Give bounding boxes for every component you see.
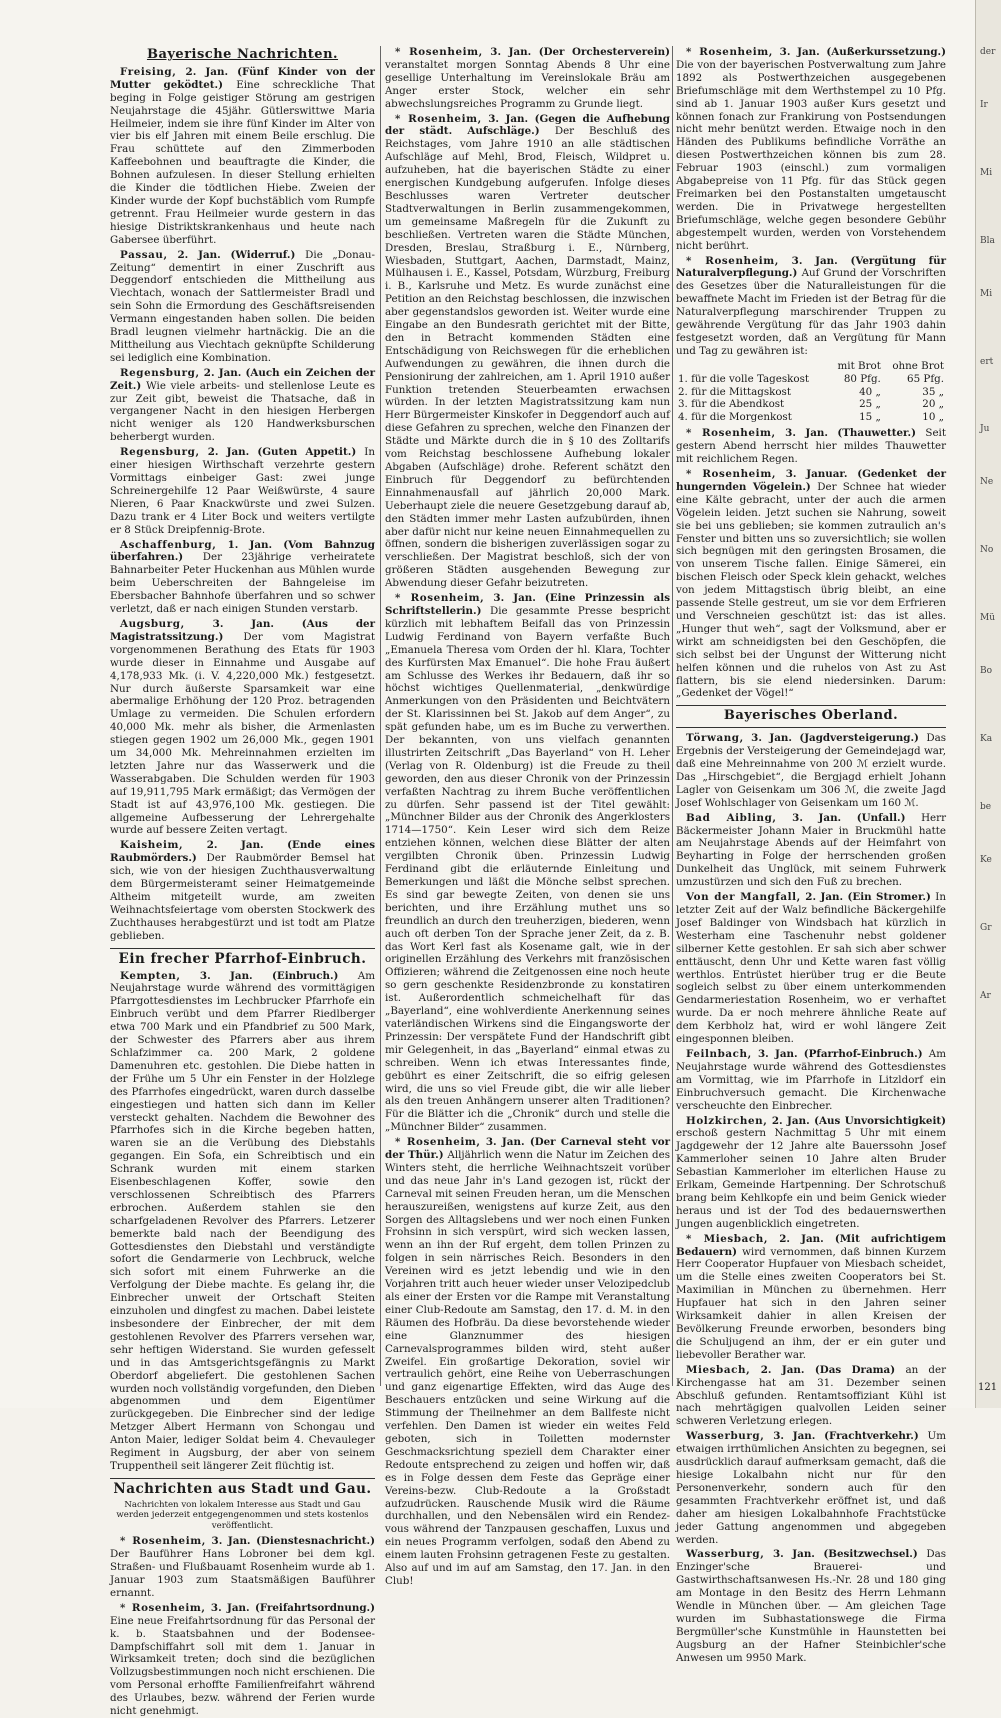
table-cell: 25 „ xyxy=(859,398,881,411)
column-3 xyxy=(676,46,947,1664)
article-heading: 2. Jan. (Mit aufrichtigem Bedauern) xyxy=(676,1232,946,1258)
article xyxy=(676,1048,946,1113)
article-text: In einer hiesigen Wirthschaft verzehrte gestern Vormittags einbeiger Gast: zwei junge Schreinergehilfe 12 Paar Weißwürste, 4 saure Nieren, 6 Paar Knackwürste und zwei Sulzen. Dazu trank er 4 Liter Bock und weiters vertilgte er 8 Stück Dreipfennig-Brote. xyxy=(110,446,375,536)
article-list xyxy=(676,46,946,358)
article xyxy=(676,1430,946,1546)
table-header: mit Brot xyxy=(837,359,881,372)
article-text: Das Ergebnis der Versteigerung der Gemeindejagd war, daß eine Mehreinnahme von 200 ℳ erzielt wurde. Das „Hirschgebiet“, die Bergjagd erhielt Johann Lagler von Geisenkam um 306 ℳ, die zweite Jagd Josef Wohlschlager von Geisenkam um 160 ℳ. xyxy=(676,732,946,809)
edge-fragment: Bo xyxy=(980,666,993,677)
article-place: Bad Aibling, xyxy=(686,811,777,824)
article-heading: 3. Jan. (Eine Prinzessin als Schriftstellerin.) xyxy=(385,592,671,617)
article-heading: 3. Jan. (Besitzwechsel.) xyxy=(764,1548,927,1561)
article-place: * Rosenheim, xyxy=(686,468,777,480)
article-heading: 1. Jan. (Vom Bahnzug überfahren.) xyxy=(110,538,375,564)
article xyxy=(676,468,946,700)
article-text: Der vom Magistrat vorgenommenen Berathung des Etats für 1903 wurde dieser in Einnahme und Ausgabe auf 4,178,933 Mk. (i. V. 4,220,000 Mk.) festgesetzt. Nur durch äußerste Sparsamkeit war eine abermalige Erhöhung der 120 Proz. betragenden Umlage zu vermeiden. Die Schulen erfordern 40,000 Mk. mehr als bisher, die Armenlasten stiegen gegen 1902 um 26,000 Mk., gegen 1901 um 34,000 Mk. Mehreinnahmen erzielten im letzten Jahre nur das Wasserwerk und die Wasserabgaben. Die Schulden werden für 1903 auf 19,911,795 Mark ermäßigt; das Vermögen der Stadt ist auf 43,976,100 Mk. gestiegen. Die allgemeine Aufbesserung der Lehrergehalte wurde auf bessere Zeiten vertagt. xyxy=(110,630,375,837)
edge-fragment: Mü xyxy=(980,613,996,624)
article xyxy=(385,1136,670,1588)
article-text: veranstaltet morgen Sonntag Abends 8 Uhr eine gesellige Unterhaltung im Vereinslokale Bräu am Anger erster Stock, welcher ein sehr abwechslungsreiches Programm zu Grunde liegt. xyxy=(385,58,670,110)
article-place: * Miesbach, xyxy=(686,1232,769,1245)
article xyxy=(676,1364,946,1429)
article-text: Die von der bayerischen Postverwaltung zum Jahre 1892 als Postwerthzeichen ausgegebenen Briefumschläge mit dem Werthstempel zu 10 Pfg. sind ab 1. Januar 1903 außer Kurs gesetzt und können fonach zur Frankirung von Postsendungen nicht mehr benützt werden. Etwaige noch in den Händen des Publikums befindliche Vorräthe an diesen Postwerthzeichen können bis zum 28. Februar 1903 (einschl.) zum vormaligen Abgabepreise von 11 Pfg. für das Stück gegen Freimarken bei den Postanstalten umgetauscht werden. Die in Privatwege hergestellten Briefumschläge, welche gegen besondere Gebühr abgestempelt wurden, werden von Vorstehendem nicht berührt. xyxy=(676,58,946,252)
edge-fragment: ert xyxy=(980,356,994,367)
article-list xyxy=(110,66,375,943)
article xyxy=(676,1548,946,1664)
article-text: Am Neujahrstage wurde während des vormittägigen Pfarrgottesdienstes im Lechbrucker Pfarrhofe ein Einbruch verübt und dem Pfarrer Riedlberger etwa 700 Mark und ein Pfandbrief zu 500 Mark, der Schwester des Pfarrers aber aus ihrem Schlafzimmer ca. 200 Mark, 2 goldene Damenuhren etc. gestohlen. Die Diebe hatten in der Frühe um 5 Uhr ein Fenster in der Holzlege des Pfarrhofes eingedrückt, waren durch dasselbe eingestiegen und hatten sich dann im Keller versteckt gehalten. Nachdem die Bewohner des Pfarrhofes sich in die Kirche begeben hatten, waren sie an die Verübung des Diebstahls gegangen. Ein Sofa, ein Schreibtisch und ein Schrank wurden mit einem starken Eisenbeschlagenen Koffer, sowie den verschlossenen Schreibtisch des Pfarrers erbrochen. Außerdem stahlen sie den scharfgeladenen Revolver des Pfarrers. Letzerer bemerkte bald nach der Beendigung des Gottesdienstes den Diebstahl und verständigte sofort die Gendarmerie von Lechbruck, welche sich sofort mit einem Fuhrwerke an die Verfolgung der Diebe machte. Es gelang ihr, die Einbrecher unweit der Ortschaft Steiten einzuholen und dingfest zu machen. Dabei leistete insbesondere der Einbrecher, der mit dem gestohlenen Revolver des Pfarrers versehen war, sehr heftigen Widerstand. Sie wurden gefesselt und in das Amtsgerichtsgefängnis zu Markt Oberdorf abgeliefert. Die gestohlenen Sachen wurden noch vollständig vorgefunden, den Dieben abgenommen und dem Eigentümer zurückgegeben. Die Einbrecher sind der ledige Metzger Albert Hermann von Schongau und Anton Maier, lediger Soldat beim 4. Chevauleger Regiment in Augsburg, der aber von seinem Truppentheil seit längerer Zeit flüchtig ist. xyxy=(110,969,375,1472)
article-text: Die „Donau-Zeitung“ dementirt in einer Zuschrift aus Deggendorf entschieden die Mittheilung aus Viechtach, wonach der Sattlermeister Bradl und sein Sohn die Ermordung des Geschäftsreisenden Vermann eingestanden haben sollen. Die beiden Bradl leugnen vielmehr hartnäckig. Die an die Mittheilung aus Viechtach geknüpfte Schilderung sei lediglich eine Kombination. xyxy=(110,248,375,364)
article-text: Wie viele arbeits- und stellenlose Leute es zur Zeit gibt, beweist die Thatsache, daß in vergangener Nacht in den hiesigen Herbergen nicht weniger als 120 Handwerksburschen beherbergt wurden. xyxy=(110,379,375,444)
article-text: In letzter Zeit auf der Walz befindliche Bäckergehilfe Josef Baldinger von Windsbach hat kürzlich in Westerham eine Taschenuhr nebst goldener silberner Kette gestohlen. Er sah sich aber schwer enttäuscht, denn Uhr und Kette waren fast völlig werthlos. Entrüstet hierüber trug er die Beute sogleich selbst zu über einem unterkommenden Gendarmeriestation Rosenheim, wo er verhaftet wurde. Da er noch mehrere ähnliche Reate auf dem Kerbholz hat, wird er wohl längere Zeit eingesponnen bleiben. xyxy=(676,891,946,1046)
article-heading: 3. Jan. (Einbruch.) xyxy=(180,969,358,982)
table-cell: 20 „ xyxy=(922,398,944,411)
article-heading: 3. Jan. (Jagdversteigerung.) xyxy=(743,732,927,745)
edge-fragment: Ka xyxy=(980,733,993,744)
table-cell: 15 „ xyxy=(859,411,881,424)
section-title: Ein frecher Pfarrhof-Einbruch. xyxy=(118,950,367,967)
article-text: an der Kirchengasse hat am 31. Dezember seinen Abschluß gefunden. Rentamtsoffiziant Kühl ist nach mehrtägigen qualvollen Leiden seiner schweren Verletzung erlegen. xyxy=(676,1363,946,1428)
article-heading: 2. Jan. (Fünf Kinder von der Mutter geködtet.) xyxy=(110,65,375,91)
article-heading: 2. Jan. (Ein Stromer.) xyxy=(800,891,936,904)
article-place: * Rosenheim, xyxy=(686,427,776,440)
article xyxy=(676,1233,946,1362)
article-text: Um etwaigen irrthümlichen Ansichten zu begegnen, sei ausdrücklich darauf aufmerksam gemacht, daß die hiesige Lokalbahn nicht nur für den Personenverkehr, sondern auch für den gesammten Frachtverkehr eröffnet ist, und daß daher am hiesigen Lokalbahnhofe Frachtstücke jeder Gattung angenommen und abgegeben werden. xyxy=(676,1430,946,1546)
article-text: Eine neue Freifahrtsordnung für das Personal der k. b. Staatsbahnen und der Bodensee-Dampfschiffahrt soll mit dem 1. Januar in Wirksamkeit treten; doch sind die bezüglichen Vollzugsbestimmungen noch nicht erschienen. Die vom Personal erhoffte Familienfreifahrt während des Urlaubes, bezw. während der Ferien wurde nicht genehmigt. xyxy=(110,1614,375,1718)
article xyxy=(110,249,375,365)
article xyxy=(676,732,946,809)
article-text: erschoß gestern Nachmittag 5 Uhr mit einem Jagdgewehr der 12 Jahre alte Bauerssohn Josef Kammerloher seinen 10 Jahre alten Bruder Sebastian Kammerloher im elterlichen Hause zu Erlkam, Gemeinde Hartpenning. Der Schrotschuß brang beim Kehlkopfe ein und beim Genick wieder heraus und ist der Tod des bedauernswerthen Jungen augenblicklich eingetreten. xyxy=(676,1127,946,1230)
article xyxy=(676,1115,946,1231)
table-row xyxy=(676,373,946,386)
article-text: Der Bauführer Hans Lobroner bei dem kgl. Straßen- und Flußbauamt Rosenheim wurde ab 1. Januar 1903 zum Staatsmäßigen Bauführer ernannt. xyxy=(110,1548,375,1599)
article-heading: 3. Jan. (Außerkurssetzung.) xyxy=(772,46,946,58)
edge-fragment: No xyxy=(980,545,994,556)
article-place: * Rosenheim, xyxy=(395,592,485,605)
article-text: Die gesammte Presse bespricht kürzlich mit lebhaftem Beifall das von Prinzessin Ludwig Ferdinand von Bayern verfaßte Buch „Emanuela Theresa vom Orden der hl. Klara, Tochter des Kurfürsten Max Emanuel“. Die hohe Frau äußert am Schlusse des Werkes ihr Bedauern, daß ihr so höchst wichtiges Quellenmaterial, „denkwürdige Anmerkungen von den Präsidenten und Beichtvätern der St. Klarissinnen bei St. Jakob auf dem Anger“, zu spät gefunden habe, um es im Buche zu verwerthen. Der bekannten, von uns vielfach genannten illustrirten Zeitschrift „Das Bayerland“ von H. Leher (Verlag von R. Oldenburg) ist die Freude zu theil geworden, den aus dieser Chronik von der Prinzessin verfaßten Nachtrag zu ihrem Buche veröffentlichen zu dürfen. Sehr passend ist der Titel gewählt: „Münchner Bilder aus der Chronik des Angerklosters 1714—1750“. Kein Leser wird sich dem Reize entziehen können, welchen diese Blätter der alten vergilbten Chronik üben. Prinzessin Ludwig Ferdinand gibt die erläuternde Einleitung und Bemerkungen und läßt die Mönche selbst sprechen. Es sind gar bewegte Zeiten, von denen sie uns berichten, und ihre Erzählung muthet uns so freundlich an durch den treuherzigen, biederen, wenn auch oft derben Ton der Sprache jener Zeit, da z. B. das Wort Kerl fast als Kosename galt, wie in der originellen Erzählung des Verkehrs mit französischen Offizieren; während die Zeitgenossen eine noch heute so gern geschenkte Residenzbronde zu konstatiren ist. Außerordentlich schmeichelhaft für das „Bayerland“, eine wohlverdiente Anerkennung seines vaterländischen Wirkens sind die Eingangsworte der Prinzessin: Der verspätete Fund der Handschrift gibt mir Gelegenheit, in das „Bayerland“ einmal etwas zu schreiben. Wenn ich etwas Interessantes finde, gebührt es einer Zeitschrift, die so eifrig gelesen wird, die uns so viel Freude gibt, die wir alle lieber als den treuen Anhängern unserer alten Traditionen? Für die Blätter ich die „Chronik“ durch und stelle die „Münchner Bilder“ zusammen. xyxy=(385,604,670,1134)
article-place: Regensburg, xyxy=(120,366,200,379)
article xyxy=(676,891,946,1046)
article-text: Das Enzinger'sche Brauerei- und Gastwirthschaftsanwesen Hs.-Nr. 28 und 180 ging am Montage in den Besitz des Herrn Lehmann Wendle in München über. — Am gleichen Tage wurden im Subhastationswege die Firma Bergmüller'sche Kunstmühle in Haunstetten bei Augsburg an der Hafner Steinbichler'sche Anwesen um 9950 Mark. xyxy=(676,1548,946,1664)
article-heading: 2. Jan. (Widerruf.) xyxy=(167,248,306,261)
article-list xyxy=(676,732,946,1664)
table-row xyxy=(676,411,946,424)
article xyxy=(110,1602,375,1718)
article-place: Freising, xyxy=(120,65,177,78)
article-place: Von der Mangfall, xyxy=(686,891,801,904)
article-text: Der Raubmörder Bemsel hat sich, wie von der hiesigen Zuchthausverwaltung dem Bürgermeisteramt seiner Heimatgemeinde Altheim mitgeteilt wurde, am zweiten Weihnachtsfeiertage vom obersten Stockwerk des Zuchthauses herabgestürzt und ist todt am Platze geblieben. xyxy=(110,852,375,942)
article xyxy=(110,618,375,837)
divider xyxy=(676,705,946,706)
article-place: Kaisheim, xyxy=(120,839,184,852)
article-place: Miesbach, xyxy=(686,1363,751,1376)
table-cell: 65 Pfg. xyxy=(907,372,944,385)
table-row xyxy=(676,398,946,411)
article-text: Der Schnee hat wieder eine Kälte gebracht, unter der auch die armen Vögelein leiden. Jetzt suchen sie Nahrung, soweit sie bei uns geblieben; sie kommen zutraulich an's Fenster und bitten uns so zuversichtlich; sie wollen sich begnügen mit den geringsten Brosamen, die von unserem Tische fallen. Einige Sämerei, ein bischen Fleisch oder Speck klein gehackt, welches von jedem Mittagstisch übrig bleibt, an eine passende Stelle gestreut, um sie vor dem Erfrieren und Verschneien geschützt ist: das ist alles. „Hunger thut weh“, sagt der Volksmund, aber er wirkt am schneidigsten bei den Geschöpfen, die sich selbst bei der Ungunst der Witterung nicht helfen können und die ruhelos von Ast zu Ast flattern, bis sie elend niedersinken. Darum: „Gedenket der Vögel!“ xyxy=(676,480,946,700)
table-header: ohne Brot xyxy=(892,359,944,372)
article-text: Der Beschluß des Reichstages, vom Jahre 1910 an alle städtischen Aufschläge auf Mehl, Brod, Fleisch, Wildpret u. aufzuheben, hat die bayerischen Städte zu einer energischen Kundgebung aufgerufen. Infolge dieses Beschlusses waren Vertreter deutscher Stadtverwaltungen in Berlin zusammengekommen, um gemeinsame Maßregeln für die Zukunft zu beschließen. Vertreten waren die Städte München, Dresden, Breslau, Straßburg i. E., Nürnberg, Wiesbaden, Stuttgart, Aachen, Darmstadt, Mainz, Mülhausen i. E., Kassel, Potsdam, Würzburg, Freiburg i. B., Karlsruhe und Metz. Es wurde zunächst eine Petition an den Reichstag beschlossen, die inzwischen aber gegenstandslos geworden ist. Weiter wurde eine Eingabe an den Bundesrath gerichtet mit der Bitte, den in Betracht kommenden Städten eine Entschädigung von Reichswegen für die erheblichen Aufwendungen zu gewähren, die ihnen durch die Pensionirung der zahlreichen, am 1. April 1910 außer Funktion tretenden Steuerbeamten erwachsen würden. In der letzten Magistratssitzung kam nun Herr Bürgermeister Kinskofer in Deggendorf auch auf diese Gefahren zu sprechen, welche den Finanzen der Städte und Märkte durch die in § 10 des Zolltarifs vom Reichstag beschlossene Aufhebung lokaler Abgaben (Aufschläge) drohe. Referent schätzt den Einbruch für Deggendorf zu befürchtenden Einnahmenausfall auf jährlich 20,000 Mark. Ueberhaupt ziele die neuere Gesetzgebung darauf ab, den Städten immer mehr Lasten aufzubürden, ihnen aber dafür nicht nur keine neuen Einnahmequellen zu öffnen, sondern die bisherigen zuverlässigen sogar zu verschließen. Der Magistrat beschloß, sich der von größeren Städten ausgehenden Bewegung zur Abwendung dieser Gefahr beizutreten. xyxy=(385,125,670,590)
article-place: Feilnbach, xyxy=(686,1047,752,1060)
edge-fragment: Gr xyxy=(980,922,992,933)
edge-fragment: be xyxy=(980,801,992,812)
article xyxy=(676,812,946,889)
edge-fragment: Ke xyxy=(980,854,992,865)
column-rule xyxy=(672,46,673,1386)
article-place: * Rosenheim, xyxy=(686,254,779,267)
article-text: Seit gestern Abend herrscht hier mildes Thauwetter mit reichlichem Regen. xyxy=(676,427,946,466)
article-heading: 2. Jan. (Auch ein Zeichen der Zeit.) xyxy=(110,366,375,392)
article-heading: 3. Jan. (Der Carneval steht vor der Thür.) xyxy=(385,1136,671,1162)
article xyxy=(110,970,375,1473)
rate-table xyxy=(676,360,946,425)
article xyxy=(676,427,946,466)
article xyxy=(385,46,670,111)
article-place: * Rosenheim, xyxy=(395,1136,481,1149)
table-cell: 3. für die Abendkost xyxy=(678,398,785,411)
article-place: Wasserburg, xyxy=(686,1548,765,1561)
article-heading: 3. Jan. (Der Orchesterverein) xyxy=(482,46,671,58)
article-heading: 2. Jan. (Das Drama) xyxy=(750,1363,906,1376)
article-place: Törwang, xyxy=(686,732,744,745)
article-place: Augsburg, xyxy=(120,617,185,630)
article-text: Der 23jährige verheiratete Bahnarbeiter Peter Huckenhan aus Mühlen wurde beim Ueberschreiten der Bahngeleise im Ebersbacher Bahnhofe überfahren und so schwer verletzt, daß er nach einigen Stunden verstarb. xyxy=(110,551,375,616)
table-cell: 40 „ xyxy=(859,385,881,398)
article-heading: 3. Januar. (Gedenket der hungernden Vögelein.) xyxy=(676,468,947,493)
table-row xyxy=(676,386,946,399)
section-note: Nachrichten von lokalem Interesse aus Stadt und Gau werden jederzeit entgegengenommen und stets kostenlos veröffentlicht. xyxy=(116,1499,369,1531)
divider xyxy=(676,727,946,728)
article xyxy=(676,46,946,253)
section-title: Bayerische Nachrichten. xyxy=(146,47,339,62)
edge-fragment: Mi xyxy=(980,288,993,299)
article-heading: 3. Jan. (Aus der Magistratssitzung.) xyxy=(110,617,375,643)
edge-column xyxy=(980,46,998,1391)
article xyxy=(110,1535,375,1600)
article-place: * Rosenheim, xyxy=(686,46,773,58)
divider xyxy=(110,1478,375,1479)
article-heading: 3. Jan. (Vergütung für Naturalverpflegung.) xyxy=(676,254,946,280)
table-cell: 80 Pfg. xyxy=(843,372,881,385)
table-cell: 2. für die Mittagskost xyxy=(678,385,791,398)
article-place: * Rosenheim, xyxy=(120,1535,206,1548)
article-text: wird vernommen, daß binnen Kurzem Herr Cooperator Hupfauer von Miesbach scheidet, um die Stelle eines zweiten Cooperators bei St. Maximilian in München zu übernehmen. Herr Hupfauer hat sich in den Jahren seiner Wirksamkeit dahier in allen Kreisen der Bevölkerung Freunde erworben, besonders bing die Schuljugend an ihm, der er ein guter und liebevoller Berather war. xyxy=(676,1245,946,1361)
edge-fragment: Bla xyxy=(980,235,995,246)
article-list xyxy=(676,427,946,700)
article-heading: 2. Jan. (Guten Appetit.) xyxy=(199,446,365,459)
article-place: * Rosenheim, xyxy=(395,112,482,125)
column-1 xyxy=(110,46,376,1718)
article-place: Passau, xyxy=(120,248,168,261)
article-place: Kempten, xyxy=(120,969,181,982)
article-place: Aschaffenburg, xyxy=(120,538,217,551)
article-heading: 3. Jan. (Gegen die Aufhebung der städt. Aufschläge.) xyxy=(385,112,670,138)
article-text: Am Neujahrstage wurde während des Gottesdienstes am Vormittag, wie im Pfarrhofe in Litzldorf ein Einbruchversuch gemacht. Die Kirchenwache verscheuchte den Einbrecher. xyxy=(676,1047,946,1112)
article-place: Regensburg, xyxy=(120,446,200,459)
article-list xyxy=(110,1535,375,1718)
article-heading: 3. Jan. (Thauwetter.) xyxy=(775,427,926,440)
article-place: * Rosenheim, xyxy=(395,46,483,58)
article xyxy=(110,839,375,942)
article-heading: 2. Jan. (Aus Unvorsichtigkeit) xyxy=(767,1114,946,1127)
article-heading: 3. Jan. (Frachtverkehr.) xyxy=(764,1430,928,1443)
article-list xyxy=(385,46,670,1588)
article-place: Wasserburg, xyxy=(686,1430,765,1443)
edge-fragment: der xyxy=(980,47,996,57)
divider xyxy=(110,948,375,949)
section-title: Bayerisches Oberland. xyxy=(723,708,899,724)
article-list xyxy=(110,970,375,1473)
article-text: Auf Grund der Vorschriften des Gesetzes über die Naturalleistungen für die bewaffnete Macht im Frieden ist der Betrag für die Naturalverpflegung marschirender Truppen zu gewährende Vergütung für das Jahr 1903 dahin festgesetzt worden, daß an Vergütung für Mann und Tag zu gewähren ist: xyxy=(676,267,946,357)
article-text: Herr Bäckermeister Johann Maier in Bruckmühl hatte am Neujahrstage Abends auf der Heimfahrt von Beyharting in Folge der herrschenden großen Dunkelheit das Unglück, mit seinem Fuhrwerk umzustürzen und sich den Fuß zu brechen. xyxy=(676,811,946,889)
article-place: * Rosenheim, xyxy=(120,1601,206,1614)
page-number: 121 xyxy=(978,1382,998,1393)
article-heading: 3. Jan. (Dienstesnachricht.) xyxy=(205,1535,376,1548)
table-cell: 10 „ xyxy=(922,411,944,424)
article xyxy=(385,113,670,591)
article xyxy=(110,446,375,536)
article xyxy=(385,592,670,1134)
edge-fragment: Ne xyxy=(980,477,994,488)
article-place: Holzkirchen, xyxy=(686,1114,768,1127)
table-cell: 4. für die Morgenkost xyxy=(678,411,792,424)
table-cell: 35 „ xyxy=(922,385,944,398)
article-text: Eine schreckliche That beging in Folge geistiger Störung am gestrigen Neujahrstage die 45jähr. Gütlerswittwe Maria Heilmeier, indem sie ihre fünf Kinder im Alter von vier bis elf Jahren mit einem Beile erschlug. Die Frau schüttete auf den Zimmerboden Kaffeebohnen und beauftragte die Kinder, die Bohnen aufzulesen. In dieser Stellung erhielten die Kinder die tödtlichen Hiebe. Zweien der Kinder wurde der Kopf buchstäblich vom Rumpfe getrennt. Frau Heilmeier wurde gestern in das hiesige Distriktskrankenhaus und heute nach Gabersee überführt. xyxy=(110,78,375,246)
table-cell: 1. für die volle Tageskost xyxy=(678,372,809,385)
edge-fragment: Ar xyxy=(980,990,991,1001)
article xyxy=(676,255,946,358)
article-heading: 3. Jan. (Unfall.) xyxy=(776,811,922,824)
edge-fragment: Mi xyxy=(980,167,993,178)
article-heading: 3. Jan. (Freifahrtsordnung.) xyxy=(205,1601,376,1614)
column-rule xyxy=(380,46,381,1386)
edge-fragment: Ju xyxy=(980,424,990,435)
section-title: Nachrichten aus Stadt und Gau. xyxy=(113,1480,372,1497)
edge-fragment: Ir xyxy=(980,99,988,110)
column-2 xyxy=(385,46,671,1587)
article xyxy=(110,66,375,247)
article-heading: 3. Jan. (Pfarrhof-Einbruch.) xyxy=(751,1047,929,1060)
article-heading: 2. Jan. (Ende eines Raubmörders.) xyxy=(110,839,375,865)
article-text: Alljährlich wenn die Natur im Zeichen des Winters steht, die herrliche Weihnachtszeit vorüber und das neue Jahr in's Land gezogen ist, rückt der Carneval mit seinen Freuden heran, um die Menschen herauszureißen, wenigstens auf kurze Zeit, aus den Sorgen des Alltagslebens und wer noch einen Funken Frohsinn in sich verspürt, wird sich wecken lassen, wenn an ihn der Ruf ergeht, dem tollen Prinzen zu folgen in sein närrisches Reich. Besonders in den Vereinen wird es jetzt lebendig und wie in den Vorjahren tritt auch heuer wieder unser Velozipedclub als einer der Ersten vor die Rampe mit Veranstaltung einer Club-Redoute am Samstag, den 17. d. M. in den Räumen des Hofbräu. Da diese bevorstehende wieder eine Glanznummer des hiesigen Carnevalsprogrammes bilden wird, steht außer Zweifel. Ein großartige Dekoration, soviel wir vertraulich gehört, eine Reihe von Ueberraschungen und ganz eigenartige Effekten, wird das Auge des Beschauers entzücken und seine Wirkung auf die Stimmung der Theilnehmer an dem Ballfeste nicht verfehlen. Den Damen ist wieder ein weites Feld geboten, sich in Toiletten modernster Geschmacksrichtung speziell dem Charakter einer Redoute entsprechend zu zeigen und hoffen wir, daß es in Folge dessen dem Feste das Gepräge einer Vereins-bezw. Club-Redoute a la Großstadt aufzudrücken. Rauschende Musik wird die Räume durchhallen, und den Nebensälen wird ein Rendez-vous während der Tanzpausen geschaffen, Luxus und ein neues Programm verfolgen, sodaß den Abend zu einem lauten Frohsinn getragenen Feste zu gestalten. Also auf und im auf am Samstag, den 17. Jan. in den Club! xyxy=(385,1149,670,1587)
article xyxy=(110,539,375,616)
article xyxy=(110,367,375,444)
